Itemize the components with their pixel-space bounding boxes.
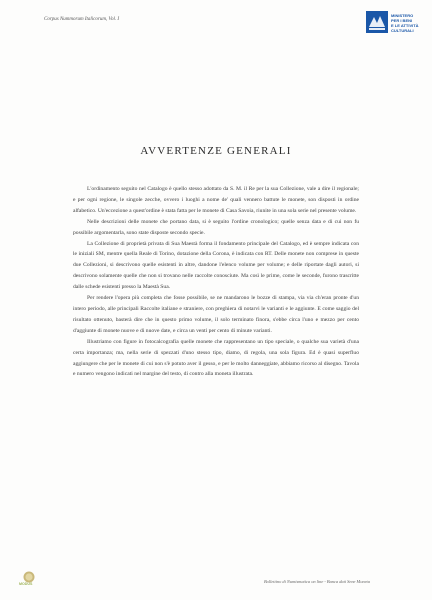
modus-logo (16, 571, 42, 588)
modus-logo-text: MODUS (19, 582, 33, 586)
document-body (73, 184, 359, 380)
paragraph: L'ordinamento seguito nel Catalogo è quello stesso adottato da S. M. il Re per la sua Collezione, vale a dire il regionale; e per ogni regione, le singole zecche, ovvero i luoghi a nome de' quali vennero battute le monete, son disposti in ordine alfabetico. Un'eccezione a quest'ordine è stata fatta per le monete di Casa Savoia, riunite in una sola serie nel presente volume. (73, 186, 359, 214)
footer-credit: Bollettino di Numismatica on line - Banca dati Sene Moneta (264, 579, 370, 584)
running-header: Corpus Nummorum Italicorum, Vol. I (44, 17, 120, 22)
ministry-logo-text: MINISTERO PER I BENI E LE ATTIVITÀ CULTURALI (391, 13, 419, 33)
ministry-emblem-icon (366, 11, 388, 33)
paragraph: Per rendere l'opera più completa che fosse possibile, se ne mandarono le bozze di stampa, via via ch'eran pronte d'un intero periodo, alle principali Raccolte italiane e straniere, con preghiera di notarvi le varianti e le aggiunte. E come saggio del risultato ottenuto, basterà dire che in questo primo volume, il solo terminato finora, s'ebbe circa l'uno e mezzo per cento d'aggiunte di monete nuove e di nuove date, e circa un venti per cento di minute varianti. (73, 295, 359, 334)
document-title: AVVERTENZE GENERALI (140, 145, 292, 157)
paragraph: Nelle descrizioni delle monete che portano data, si è seguito l'ordine cronologico; quelle senza data e di cui non fu possibile argomentarla, sono state disposte secondo specie. (73, 218, 359, 236)
ministry-logo (366, 11, 426, 33)
paragraph: Illustriamo con figure in fotocalcografia quelle monete che rappresentano un tipo speciale, o qualche sua varietà d'una certa importanza; ma, nella serie di spezzati d'uno stesso tipo, diamo, di regola, una sola figura. Ed è quasi superfluo aggiungere che per le monete di cui non s'è potuto aver il gesso, e per le molto danneggiate, abbiamo ricorso al disegno. Tavola e numero vengono indicati nel margine del testo, di contro alla moneta illustrata. (73, 338, 359, 378)
paragraph: La Collezione di proprietà privata di Sua Maestà forma il fondamento principale del Catalogo, ed è sempre indicata con le iniziali SM, mentre quella Reale di Torino, dotazione della Corona, è indicata con RT. Delle monete non comprese in queste due Collezioni, si descrivono quelle esistenti in altre, dandone l'elenco volume per volume; e delle riportate dagli autori, si descrivono solamente quelle che non si trovano nelle raccolte conosciute. Ma così le prime, come le seconde, furono trascritte dalle schede esistenti presso la Maestà Sua. (73, 240, 359, 291)
